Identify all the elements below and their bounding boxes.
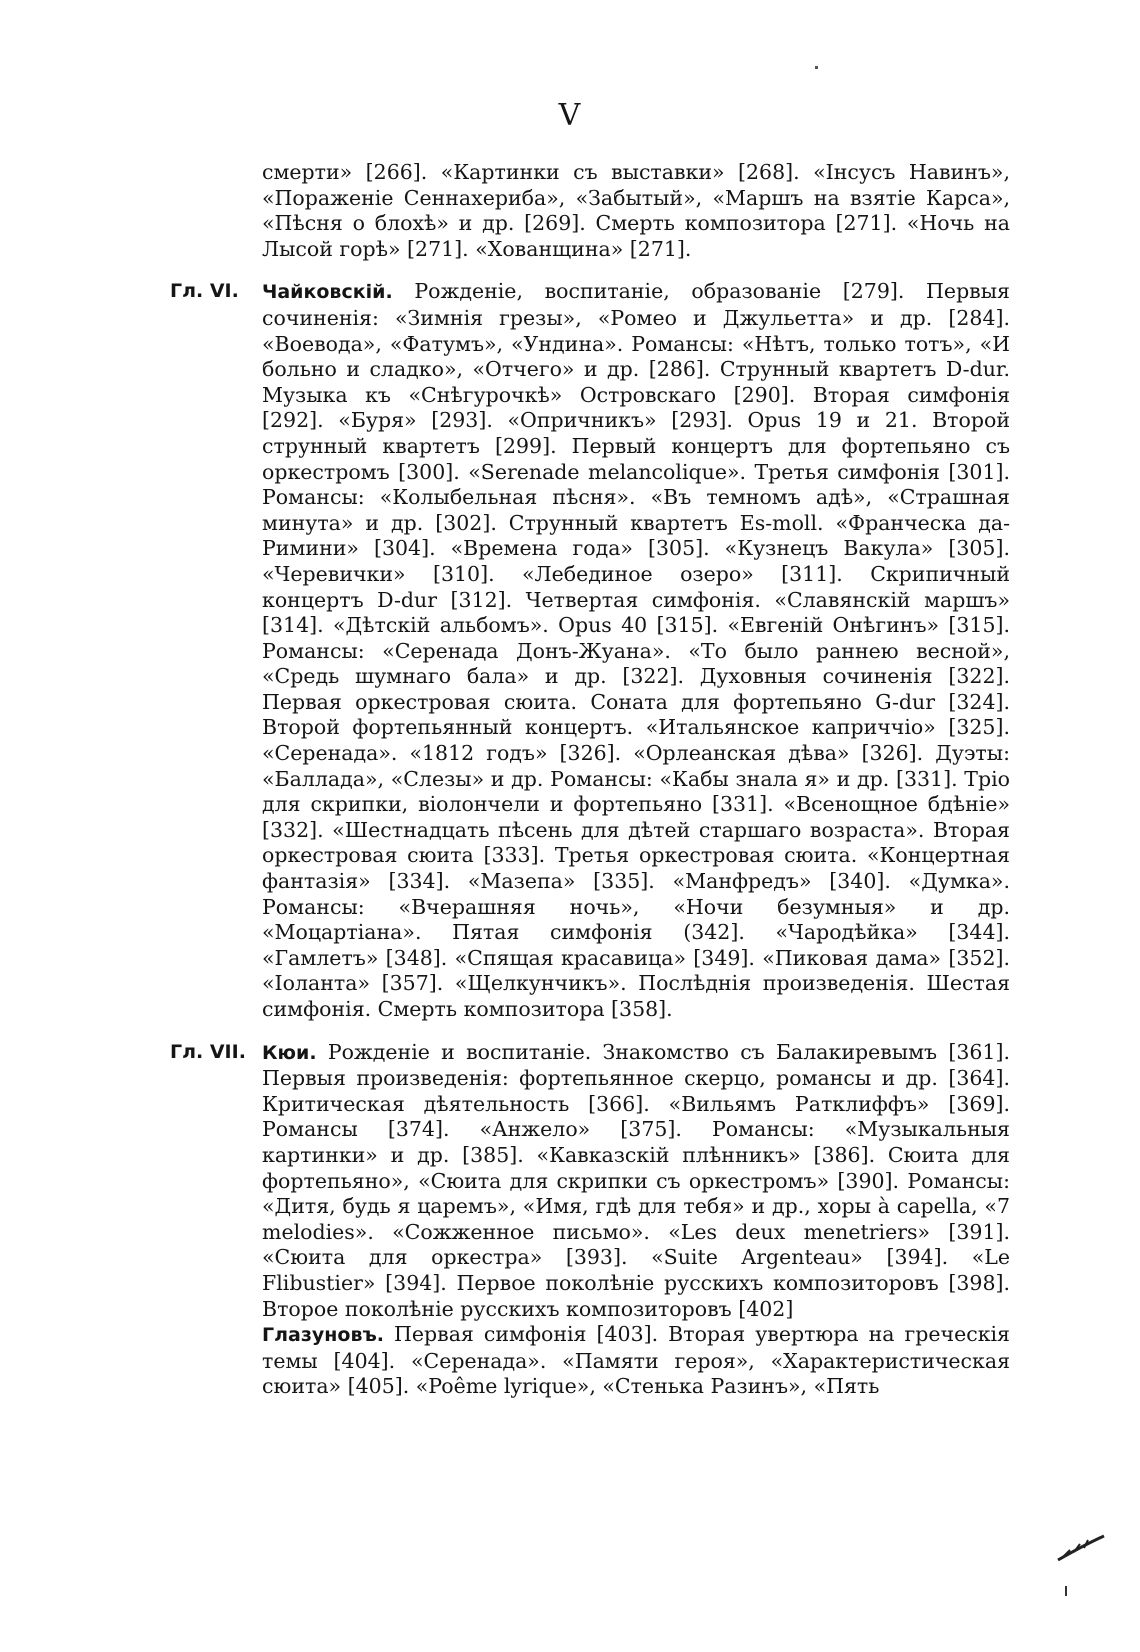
chapter-label: Гл. VI.: [170, 280, 239, 303]
chapter-7: [170, 1040, 1010, 1400]
chapter-label: Гл. VII.: [170, 1040, 246, 1063]
chapter-text: Рожденіе и воспитаніе. Знакомство съ Балакиревымъ [361]. Первыя произведенія: фортепьянное скерцо, романсы и др. [364]. Критическая дѣятельность [366]. «Вильямъ Ратклиффъ» [369]. Романсы [374]. «Анжело» [375]. Романсы: «Музыкальныя картинки» и др. [385]. «Кавказскій плѣнникъ» [386]. Сюита для фортепьяно», «Сюита для скрипки съ оркестромъ» [390]. Романсы: «Дитя, будь я царемъ», «Имя, гдѣ для тебя» и др., хоры à capella, «7 melodies». «Сожженное письмо». «Les deux menetriers» [391]. «Сюита для оркестра» [393]. «Suite Argenteau» [394]. «Le Flibustier» [394]. Первое поколѣніе русскихъ композиторовъ [398]. Второе поколѣніе русскихъ композиторовъ [402]: [262, 1039, 1010, 1321]
chapter-6: [170, 279, 1010, 1022]
section-text: Первая симфонія [403]. Вторая увертюра на греческія темы [404]. «Серенада». «Памяти героя», «Характеристическая сюита» [405]. «Poême lyrique», «Стенька Разинъ», «Пять: [262, 1322, 1010, 1399]
chapter-name: Чайковскій.: [262, 281, 393, 304]
speck-mark: [815, 66, 818, 69]
section-subhead: Глазуновъ.: [262, 1324, 384, 1347]
continuation-paragraph: смерти» [266]. «Картинки съ выставки» [268]. «Інсусъ Навинъ», «Пораженіе Сеннахериба», «Забытый», «Маршъ на взятіе Карса», «Пѣсня о блохѣ» и др. [269]. Смерть композитора [271]. «Ночь на Лысой горѣ» [271]. «Хованщина» [271].: [262, 160, 1010, 261]
table-of-contents: [170, 160, 1010, 1417]
pen-stroke-mark: [1052, 1530, 1112, 1600]
page-number: V: [558, 98, 582, 133]
chapter-text: Рожденіе, воспитаніе, образованіе [279]. Первыя сочиненія: «Зимнія грезы», «Ромео и Джульетта» и др. [284]. «Воевода», «Фатумъ», «Ундина». Романсы: «Нѣтъ, только тотъ», «И больно и сладко», «Отчего» и др. [286]. Струнный квартетъ D-dur. Музыка къ «Снѣгурочкѣ» Островскаго [290]. Вторая симфонія [292]. «Буря» [293]. «Опричникъ» [293]. Opus 19 и 21. Второй струнный квартетъ [299]. Первый концертъ для фортепьяно съ оркестромъ [300]. «Serenade melancolique». Третья симфонія [301]. Романсы: «Колыбельная пѣсня». «Въ темномъ адѣ», «Страшная минута» и др. [302]. Струнный квартетъ Es-moll. «Франческа да-Римини» [304]. «Времена года» [305]. «Кузнецъ Вакула» [305]. «Черевички» [310]. «Лебединое озеро» [311]. Скрипичный концертъ D-dur [312]. Четвертая симфонія. «Славянскій маршъ» [314]. «Дѣтскій альбомъ». Opus 40 [315]. «Евгеній Онѣгинъ» [315]. Романсы: «Серенада Донъ-Жуана». «То было раннею весной», «Средь шумнаго бала» и др. [322]. Духовныя сочиненія [322]. Первая оркестровая сюита. Соната для фортепьяно G-dur [324]. Второй фортепьянный концертъ. «Итальянское каприччіо» [325]. «Серенада». «1812 годъ» [326]. «Орлеанская дѣва» [326]. Дуэты: «Баллада», «Слезы» и др. Романсы: «Кабы знала я» и др. [331]. Тріо для скрипки, віолончели и фортепьяно [331]. «Всенощное бдѣніе» [332]. «Шестнадцать пѣсень для дѣтей старшаго возраста». Вторая оркестровая сюита [333]. Третья оркестровая сюита. «Концертная фантазія» [334]. «Мазепа» [335]. «Манфредъ» [340]. «Думка». Романсы: «Вчерашняя ночь», «Ночи безумныя» и др. «Моцартіана». Пятая симфонія (342]. «Чародѣйка» [344]. «Гамлетъ» [348]. «Спящая красавица» [349]. «Пиковая дама» [352]. «Іоланта» [357]. «Щелкунчикъ». Послѣднія произведенія. Шестая симфонія. Смерть композитора [358].: [262, 279, 1010, 1021]
chapter-name: Кюи.: [262, 1041, 317, 1064]
